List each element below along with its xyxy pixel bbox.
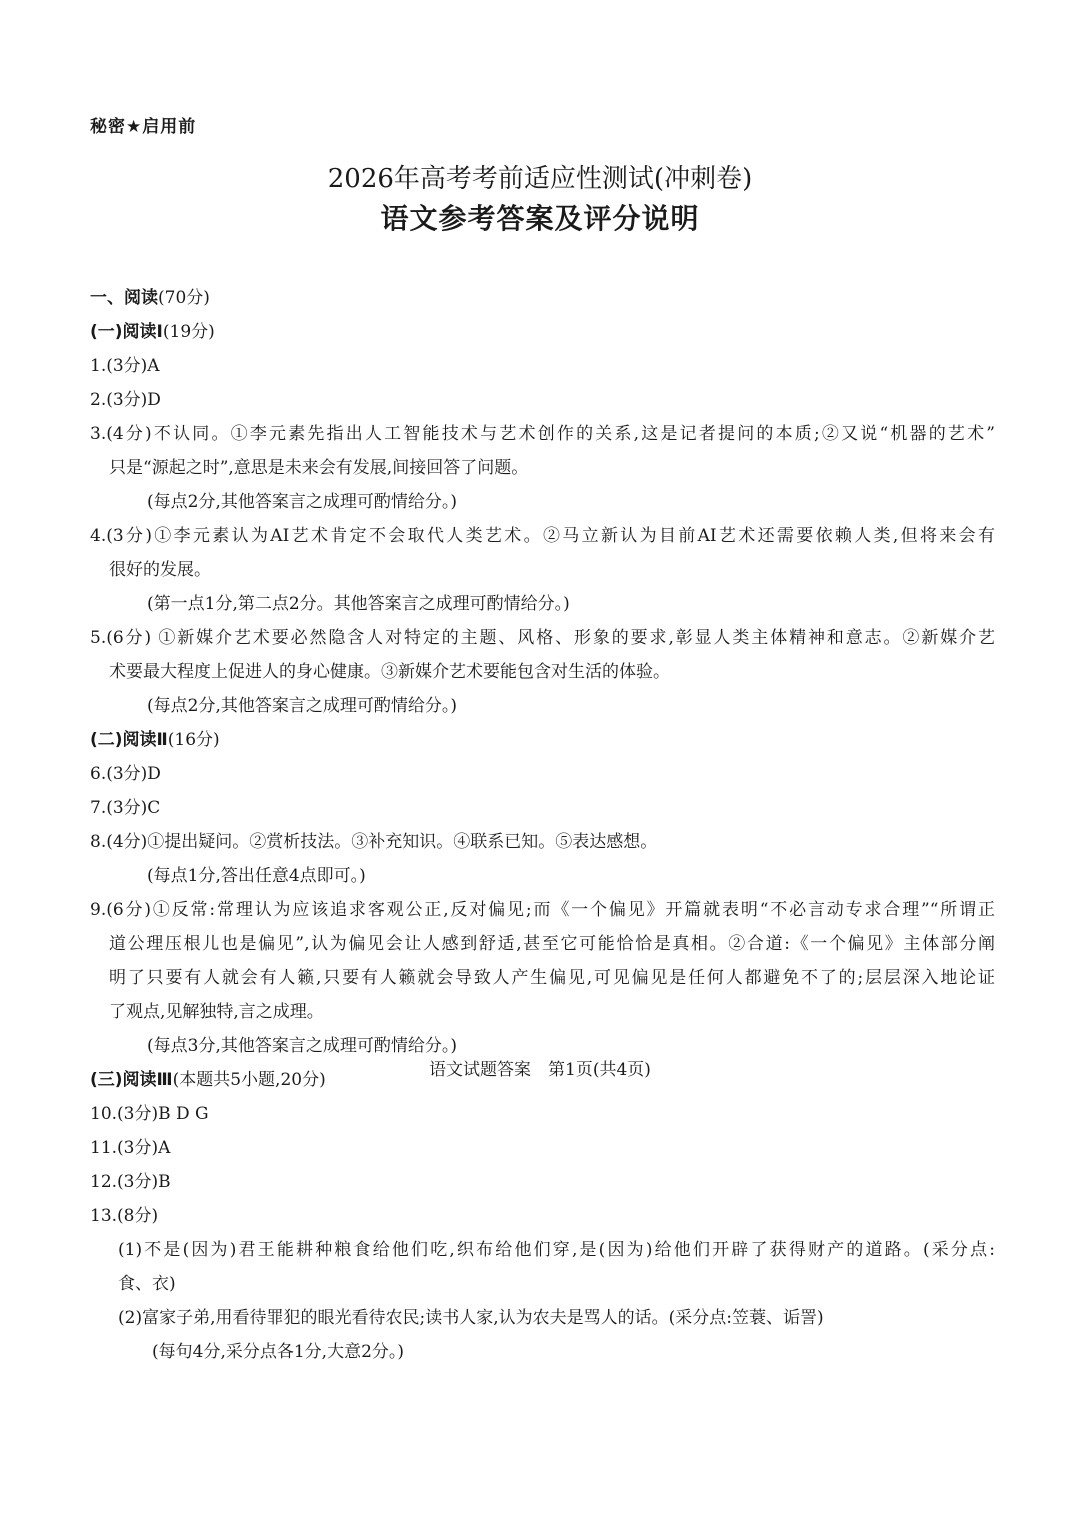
page-footer: 语文试题答案 第1页(共4页) bbox=[429, 1060, 651, 1080]
scoring-note-q3: (每点2分,其他答案言之成理可酌情给分。) bbox=[147, 492, 457, 512]
answer-q7: 7.(3分)C bbox=[90, 798, 161, 818]
answer-q5-line1: 5.(6分) ①新媒介艺术要必然隐含人对特定的主题、风格、形象的要求,彰显人类主体精神和意志。②新媒介艺 bbox=[90, 628, 995, 648]
answer-q2: 2.(3分)D bbox=[90, 390, 161, 410]
confidential-label: 秘密★启用前 bbox=[90, 117, 197, 137]
answer-q13-part1-line1: (1)不是(因为)君王能耕种粮食给他们吃,织布给他们穿,是(因为)给他们开辟了获得财产的道路。(采分点: bbox=[118, 1240, 995, 1260]
answer-q8: 8.(4分)①提出疑问。②赏析技法。③补充知识。④联系已知。⑤表达感想。 bbox=[90, 832, 658, 852]
answer-q11: 11.(3分)A bbox=[90, 1138, 171, 1158]
answer-q4-line2: 很好的发展。 bbox=[109, 560, 211, 580]
section-score: (19分) bbox=[162, 322, 215, 342]
section-label: (三)阅读Ⅲ bbox=[90, 1070, 173, 1090]
section-heading-reading bbox=[90, 281, 995, 315]
answer-q1: 1.(3分)A bbox=[90, 356, 160, 376]
answer-q13-part1-line2: 食、衣) bbox=[118, 1274, 176, 1294]
answer-content bbox=[90, 281, 995, 1369]
answer-q3-line2: 只是“源起之时”,意思是未来会有发展,间接回答了问题。 bbox=[109, 458, 529, 478]
answer-q13: 13.(8分) bbox=[90, 1206, 159, 1226]
scoring-note-q4: (第一点1分,第二点2分。其他答案言之成理可酌情给分。) bbox=[147, 594, 570, 614]
scoring-note-q9: (每点3分,其他答案言之成理可酌情给分。) bbox=[147, 1036, 457, 1056]
answer-q9-line2: 道公理压根儿也是偏见”,认为偏见会让人感到舒适,甚至它可能恰恰是真相。②合道:《一个偏见》主体部分阐 bbox=[109, 934, 995, 954]
section-score: (70分) bbox=[158, 288, 210, 308]
answer-q3-line1: 3.(4分)不认同。①李元素先指出人工智能技术与艺术创作的关系,这是记者提问的本质;②又说“机器的艺术” bbox=[90, 424, 995, 444]
exam-title: 2026年高考考前适应性测试(冲刺卷) bbox=[327, 164, 753, 194]
section-heading-reading-2 bbox=[90, 723, 995, 757]
section-label: 一、阅读 bbox=[90, 288, 158, 308]
answer-q5-line2: 术要最大程度上促进人的身心健康。③新媒介艺术要能包含对生活的体验。 bbox=[109, 662, 670, 682]
answer-q9-line3: 明了只要有人就会有人籁,只要有人籁就会导致人产生偏见,可见偏见是任何人都避免不了的;层层深入地论证 bbox=[109, 968, 995, 988]
answer-q4-line1: 4.(3分)①李元素认为AI艺术肯定不会取代人类艺术。②马立新认为目前AI艺术还需要依赖人类,但将来会有 bbox=[90, 526, 995, 546]
section-score: (本题共5小题,20分) bbox=[172, 1070, 326, 1090]
section-heading-reading-1 bbox=[90, 315, 995, 349]
answer-q9-line4: 了观点,见解独特,言之成理。 bbox=[109, 1002, 324, 1022]
scoring-note-q13: (每句4分,采分点各1分,大意2分。) bbox=[152, 1342, 405, 1362]
answer-q12: 12.(3分)B bbox=[90, 1172, 171, 1192]
answer-q9-line1: 9.(6分)①反常:常理认为应该追求客观公正,反对偏见;而《一个偏见》开篇就表明“不必言动专求合理”“所谓正 bbox=[90, 900, 995, 920]
answer-q6: 6.(3分)D bbox=[90, 764, 161, 784]
scoring-note-q5: (每点2分,其他答案言之成理可酌情给分。) bbox=[147, 696, 457, 716]
section-label: (二)阅读Ⅱ bbox=[90, 730, 168, 750]
document-title: 语文参考答案及评分说明 bbox=[380, 202, 700, 235]
section-label: (一)阅读Ⅰ bbox=[90, 322, 163, 342]
answer-q10: 10.(3分)B D G bbox=[90, 1104, 209, 1124]
scoring-note-q8: (每点1分,答出任意4点即可。) bbox=[147, 866, 366, 886]
section-score: (16分) bbox=[167, 730, 220, 750]
answer-q13-part2: (2)富家子弟,用看待罪犯的眼光看待农民;读书人家,认为农夫是骂人的话。(采分点:笠蓑、诟詈) bbox=[118, 1308, 824, 1328]
